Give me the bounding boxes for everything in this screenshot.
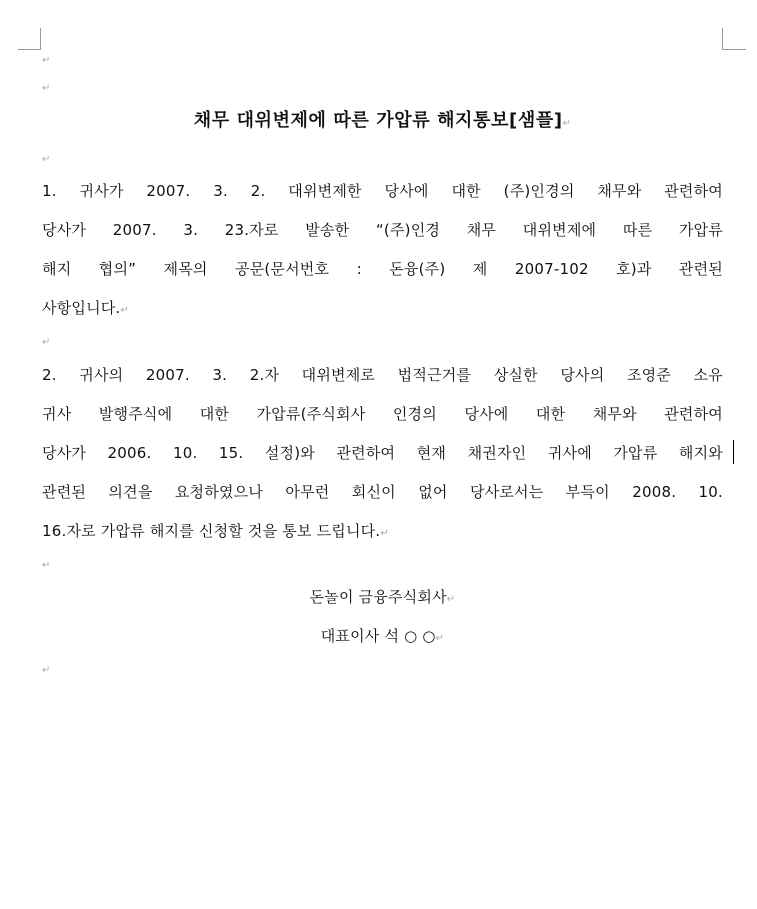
paragraph-1-line: 해지 협의” 제목의 공문(문서번호 : 돈융(주) 제 2007-102 호)과 관련된	[42, 260, 723, 278]
paragraph-mark-icon: ↵	[380, 528, 389, 539]
paragraph-1-last-line	[42, 298, 723, 321]
paragraph-2-line: 당사가 2006. 10. 15. 설정)와 관련하여 현재 채권자인 귀사에 가압류 해지와	[42, 444, 723, 462]
paragraph-mark-icon: ↵	[42, 154, 51, 165]
paragraph-mark-icon: ↵	[42, 55, 51, 66]
crop-mark-top-right	[722, 49, 746, 50]
paragraph-2-line: 16.자로 가압류 해지를 신청할 것을 통보 드립니다.	[42, 522, 381, 540]
paragraph-mark-icon: ↵	[42, 665, 51, 676]
text-cursor	[733, 440, 734, 464]
paragraph-mark-icon: ↵	[435, 633, 445, 644]
paragraph-2-line: 관련된 의견을 요청하였으나 아무런 회신이 없어 당사로서는 부득이 2008. 10.	[42, 483, 723, 501]
signer-name: 대표이사 석 ○ ○	[320, 627, 436, 645]
paragraph-2-line: 2. 귀사의 2007. 3. 2.자 대위변제로 법적근거를 상실한 당사의 조영준 소유	[42, 366, 723, 384]
crop-mark-top-right	[722, 28, 723, 50]
company-name-line	[42, 587, 723, 610]
signer-line	[42, 626, 723, 649]
company-name: 돈놀이 금융주식회사	[309, 588, 447, 606]
crop-mark-top-left	[40, 28, 41, 50]
paragraph-mark-icon: ↵	[42, 560, 51, 571]
document-title: 채무 대위변제에 따른 가압류 해지통보[샘플]	[193, 110, 563, 131]
paragraph-mark-icon: ↵	[42, 83, 51, 94]
crop-mark-top-left	[18, 49, 41, 50]
document-title-line	[42, 111, 723, 134]
paragraph-2-last-line	[42, 521, 723, 544]
paragraph-1-line: 사항입니다.	[42, 299, 121, 317]
paragraph-1-line: 당사가 2007. 3. 23.자로 발송한 “(주)인경 채무 대위변제에 따른 가압류	[42, 221, 723, 239]
paragraph-1-line: 1. 귀사가 2007. 3. 2. 대위변제한 당사에 대한 (주)인경의 채무와 관련하여	[42, 182, 723, 200]
paragraph-mark-icon: ↵	[120, 305, 130, 316]
paragraph-2-line: 귀사 발행주식에 대한 가압류(주식회사 인경의 당사에 대한 채무와 관련하여	[42, 405, 723, 423]
paragraph-mark-icon: ↵	[446, 594, 456, 605]
paragraph-mark-icon: ↵	[42, 337, 51, 348]
paragraph-mark-icon: ↵	[562, 118, 572, 129]
